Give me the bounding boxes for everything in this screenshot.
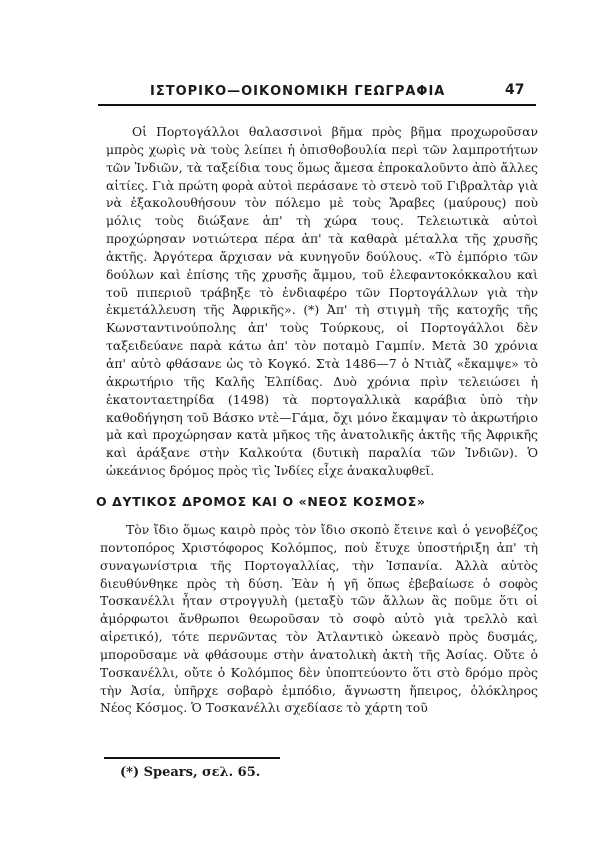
section-heading: Ο ΔΥΤΙΚΟΣ ΔΡΟΜΟΣ ΚΑΙ Ο «ΝΕΟΣ ΚΟΣΜΟΣ» <box>96 494 426 509</box>
running-title: ΙΣΤΟΡΙΚΟ—ΟΙΚΟΝΟΜΙΚΗ ΓΕΩΓΡΑΦΙΑ <box>150 84 446 99</box>
header-rule <box>98 104 536 106</box>
paragraph-1: Οἱ Πορτογάλλοι θαλασσινοὶ βῆμα πρὸς βῆμα προχωροῦσαν μπρὸς χωρὶς νὰ τοὺς λείπει ἡ ὀπισθοβουλία περὶ τῶν λαμπροτήτων τῶν Ἰνδιῶν, τὰ ταξείδια τους ὅμως ἄμεσα ἐπροκαλοῦντο ἀπὸ ἄλλες αἰτίες. Γιὰ πρώτη φορὰ αὐτοὶ περάσανε τὸ στενὸ τοῦ Γιβραλτὰρ γιὰ νὰ ἐξακολουθήσουν τὸν πόλεμο μὲ τοὺς Ἄραβες (μαύρους) ποὺ μόλις τοὺς διώξανε ἀπ' τὴ χώρα τους. Τελειωτικὰ αὐτοὶ προχώρησαν νοτιώτερα πέρα ἀπ' τὰ καθαρὰ μέταλλα τῆς χρυσῆς ἀκτῆς. Ἀργότερα ἄρχισαν νὰ κυνηγοῦν δούλους. «Τὸ ἐμπόριο τῶν δούλων καὶ ἐπίσης τῆς χρυσῆς ἄμμου, τοῦ ἐλεφαντοκόκκαλου καὶ τοῦ πιπεριοῦ τράβηξε τὸ ἐνδιαφέρο τῶν Πορτογάλλων γιὰ τὴν ἐκμετάλλευση τῆς Ἀφρικῆς». (*) Ἀπ' τὴ στιγμὴ τῆς κατοχῆς τῆς Κωνσταντινούπολης ἀπ' τοὺς Τούρκους, οἱ Πορτογάλλοι δὲν ταξειδεύανε παρὰ κάτω ἀπ' τὸν ποταμὸ Γαμπίν. Μετὰ 30 χρόνια ἀπ' αὐτὸ φθάσανε ὡς τὸ Κογκό. Στὰ 1486—7 ὁ Ντιὰζ «ἔκαμψε» τὸ ἀκρωτήριο τῆς Καλῆς Ἐλπίδας. Δυὸ χρόνια πρὶν τελειώσει ἡ ἑκατονταετηρίδα (1498) τὰ πορτογαλλικὰ καράβια ὑπὸ τὴν καθοδήγηση τοῦ Βάσκο ντὲ—Γάμα, ὄχι μόνο ἔκαμψαν τὸ ἀκρωτήριο μὰ καὶ προχώρησαν κατὰ μῆκος τῆς ἀνατολικῆς ἀκτῆς τῆς Ἀφρικῆς καὶ ἀράξανε στὴν Καλκούτα (δυτικὴ παραλία τῶν Ἰνδιῶν). Ὁ ὠκεάνιος δρόμος πρὸς τὶς Ἰνδίες εἶχε ἀνακαλυφθεῖ. <box>106 124 538 479</box>
footnote: (*) Spears, σελ. 65. <box>120 765 261 780</box>
footnote-rule <box>104 757 280 759</box>
page-number: 47 <box>505 82 525 98</box>
paragraph-2: Τὸν ἴδιο ὅμως καιρὸ πρὸς τὸν ἴδιο σκοπὸ ἔτεινε καὶ ὁ γενοβέζος ποντοπόρος Χριστόφορος Κολόμπος, ποὺ ἔτυχε ὑποστήριξη ἀπ' τὴ συναγωνίστρια τῆς Πορτογαλλίας, τὴν Ἱσπανία. Ἀλλὰ αὐτὸς διευθύνθηκε πρὸς τὴ δύση. Ἐὰν ἡ γῆ ὅπως ἐβεβαίωσε ὁ σοφὸς Τοσκανέλλι ἦταν στρογγυλὴ (μεταξὺ τῶν ἄλλων ἂς ποῦμε ὅτι οἱ ἀμόρφωτοι ἄνθρωποι θεωροῦσαν τὸ σοφὸ αὐτὸ γιὰ τρελλὸ καὶ αἱρετικό), τότε περνῶντας τὸν Ἀτλαντικὸ ὠκεανὸ πρὸς δυσμάς, μποροῦσαμε νὰ φθάσουμε στὴν ἀνατολικὴ ἀκτὴ τῆς Ἀσίας. Οὔτε ὁ Τοσκανέλλι, οὔτε ὁ Κολόμπος δὲν ὑποπτεύοντο ὅτι στὸ δρόμο πρὸς τὴν Ἀσία, ὑπῆρχε σοβαρὸ ἐμπόδιο, ἄγνωστη ἤπειρος, ὁλόκληρος Νέος Κόσμος. Ὁ Τοσκανέλλι σχεδίασε τὸ χάρτη τοῦ <box>100 522 538 716</box>
